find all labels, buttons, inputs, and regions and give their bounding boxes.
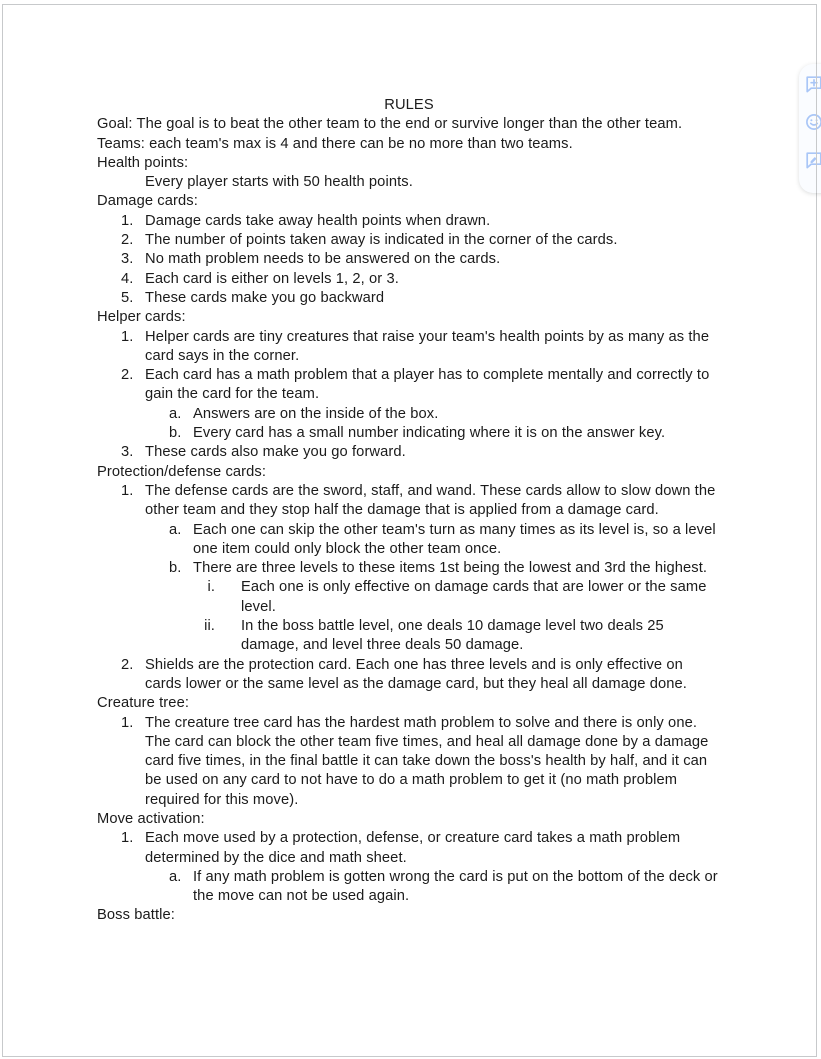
doc-line (97, 405, 721, 424)
doc-line-text: If any math problem is gotten wrong the card is put on the bottom of the deck or the move can not be used again. (193, 868, 718, 905)
list-marker: i. (207, 579, 215, 596)
doc-line (97, 810, 721, 829)
doc-line-text: Each move used by a protection, defense, or creature card takes a math problem determined by the dice and math sheet. (145, 830, 681, 866)
doc-line-text: Every player starts with 50 health points. (145, 174, 413, 191)
doc-line-text: These cards make you go backward (145, 289, 385, 306)
doc-line-text: Helper cards: (97, 309, 186, 326)
doc-line-text: The creature tree card has the hardest math problem to solve and there is only one. The card can block the other team five times, and heal all damage done by a damage card five times, in the final battle it can take down the boss's health by half, and it can be used on any card to not have to do a math problem to get it (no math problem required for this move). (145, 714, 709, 808)
suggest-edits-icon (805, 151, 821, 169)
doc-line-text: Boss battle: (97, 907, 175, 924)
doc-line (97, 212, 721, 231)
list-marker: 3. (121, 251, 134, 268)
doc-line (97, 694, 721, 713)
doc-line (97, 270, 721, 289)
doc-line-text: Creature tree: (97, 695, 190, 712)
doc-line-text: Every card has a small number indicating where it is on the answer key. (193, 425, 666, 442)
list-marker: 1. (121, 714, 134, 731)
list-marker: 2. (121, 367, 134, 384)
doc-line-text: Teams: each team's max is 4 and there can be no more than two teams. (97, 135, 573, 152)
doc-line (97, 829, 721, 868)
doc-line (97, 578, 721, 617)
doc-line-text: The number of points taken away is indicated in the corner of the cards. (145, 232, 618, 249)
doc-line-text: Each card is either on levels 1, 2, or 3. (145, 270, 399, 287)
doc-line-text: Shields are the protection card. Each one has three levels and is only effective on cards lower or the same level as the damage card, but they heal all damage done. (145, 656, 687, 692)
doc-line (97, 443, 721, 462)
list-marker: a. (169, 405, 182, 422)
doc-line-text: The defense cards are the sword, staff, and wand. These cards allow to slow down the other team and they stop half the damage that is applied from a damage card. (145, 482, 716, 519)
doc-line-text: Helper cards are tiny creatures that raise your team's health points by as many as the card says in the corner. (145, 328, 710, 364)
doc-line (97, 366, 721, 405)
doc-line (97, 250, 721, 269)
doc-line (97, 115, 721, 134)
list-marker: 3. (121, 444, 134, 461)
list-marker: ii. (204, 618, 215, 635)
doc-line (97, 289, 721, 308)
list-marker: 2. (121, 232, 134, 249)
doc-line (97, 135, 721, 154)
list-marker: b. (169, 425, 182, 442)
doc-line (97, 328, 721, 367)
doc-line-text: Answers are on the inside of the box. (193, 405, 439, 422)
doc-line (97, 617, 721, 656)
emoji-reaction-icon (805, 113, 821, 131)
document-page (2, 4, 817, 1057)
list-marker: 1. (121, 328, 134, 345)
list-marker: 4. (121, 270, 134, 287)
list-marker: 1. (121, 212, 134, 229)
doc-line (97, 463, 721, 482)
suggest-edits-button[interactable] (805, 151, 821, 169)
add-comment-icon (805, 75, 821, 93)
doc-line-text: Health points: (97, 154, 189, 171)
doc-line (97, 521, 721, 560)
doc-line-text: Damage cards take away health points when drawn. (145, 212, 491, 229)
quick-actions-panel (799, 64, 821, 193)
doc-line-text: Protection/defense cards: (97, 463, 267, 480)
doc-line (97, 868, 721, 907)
doc-line-text: There are three levels to these items 1st being the lowest and 3rd the highest. (193, 560, 708, 577)
doc-line-text: These cards also make you go forward. (145, 444, 406, 461)
doc-line-text: Each card has a math problem that a player has to complete mentally and correctly to gain the card for the team. (145, 367, 710, 403)
list-marker: 5. (121, 289, 134, 306)
list-marker: 1. (121, 482, 134, 499)
doc-line (97, 173, 721, 192)
document-text-area[interactable] (97, 96, 721, 926)
doc-line-text: Each one can skip the other team's turn as many times as its level is, so a level one item could only block the other team once. (193, 521, 716, 557)
doc-line-text: RULES (384, 97, 434, 113)
emoji-reaction-button[interactable] (805, 113, 821, 131)
doc-line (97, 906, 721, 925)
doc-line (97, 482, 721, 521)
doc-line-text: Each one is only effective on damage cards that are lower or the same level. (241, 579, 707, 615)
doc-line (97, 714, 721, 810)
doc-line (97, 656, 721, 695)
doc-line (97, 308, 721, 327)
page-border-line (816, 64, 817, 193)
doc-line (97, 231, 721, 250)
list-marker: 1. (121, 830, 134, 847)
list-marker: a. (169, 868, 182, 885)
list-marker: 2. (121, 656, 134, 673)
list-marker: a. (169, 521, 182, 538)
doc-line (97, 154, 721, 173)
doc-line-text: Move activation: (97, 810, 205, 827)
doc-line (97, 96, 721, 115)
doc-line (97, 559, 721, 578)
doc-line-text: No math problem needs to be answered on the cards. (145, 251, 501, 268)
doc-line (97, 192, 721, 211)
doc-line-text: Goal: The goal is to beat the other team to the end or survive longer than the other team. (97, 116, 683, 133)
doc-line-text: In the boss battle level, one deals 10 damage level two deals 25 damage, and level three deals 50 damage. (241, 618, 664, 654)
doc-line-text: Damage cards: (97, 193, 198, 210)
add-comment-button[interactable] (805, 75, 821, 93)
list-marker: b. (169, 560, 182, 577)
doc-line (97, 424, 721, 443)
